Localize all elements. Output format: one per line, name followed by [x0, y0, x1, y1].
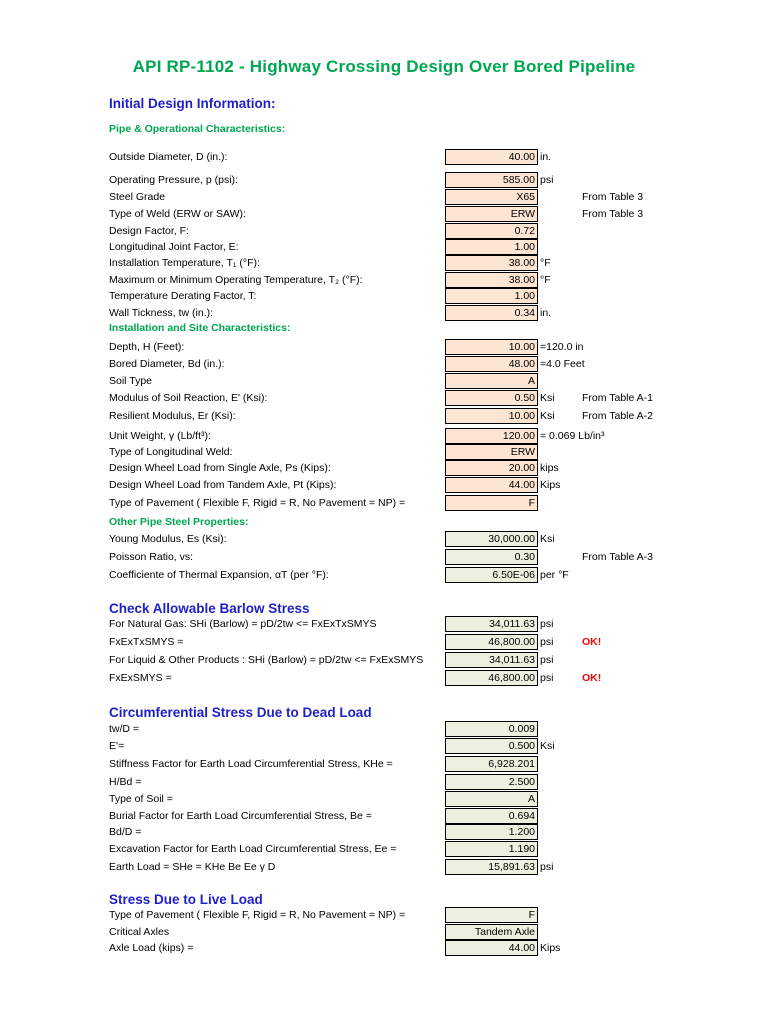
row-label: Critical Axles [109, 926, 170, 938]
row-note: From Table A-3 [582, 551, 654, 563]
result-cell: 15,891.63 [445, 859, 538, 875]
result-cell: 1.200 [445, 824, 538, 840]
row-unit: Ksi [540, 533, 555, 545]
row-unit: in. [540, 307, 552, 319]
row-note: From Table A-1 [582, 392, 654, 404]
row-unit: =120.0 in [540, 341, 584, 353]
row-label: Coefficiente of Thermal Expansion, αT (per °F): [109, 569, 329, 581]
input-cell[interactable]: A [445, 373, 538, 389]
table-row [0, 652, 768, 669]
input-cell[interactable]: 120.00 [445, 428, 538, 444]
input-cell[interactable]: X65 [445, 189, 538, 205]
row-label: Maximum or Minimum Operating Temperature, T₂ (°F): [109, 274, 363, 286]
row-label: Resilient Modulus, Er (Ksi): [109, 410, 236, 422]
input-cell[interactable]: 38.00 [445, 272, 538, 288]
page-title: API RP-1102 - Highway Crossing Design Over Bored Pipeline [132, 57, 636, 76]
result-cell: 46,800.00 [445, 634, 538, 650]
row-label: H/Bd = [109, 776, 142, 788]
row-label: Outside Diameter, D (in.): [109, 151, 228, 163]
input-cell[interactable]: ERW [445, 206, 538, 222]
input-cell[interactable]: F [445, 495, 538, 511]
row-unit: Ksi [540, 410, 555, 422]
row-label: Type of Soil = [109, 793, 173, 805]
row-label: Stiffness Factor for Earth Load Circumferential Stress, KHe = [109, 758, 393, 770]
table-row [0, 774, 768, 791]
row-label: FxExTxSMYS = [109, 636, 184, 648]
row-label: tw/D = [109, 723, 140, 735]
row-label: Longitudinal Joint Factor, E: [109, 241, 239, 253]
row-unit: °F [540, 274, 551, 286]
row-label: Bd/D = [109, 826, 142, 838]
input-cell[interactable]: 38.00 [445, 255, 538, 271]
row-label: Modulus of Soil Reaction, E' (Ksi): [109, 392, 268, 404]
row-label: Type of Longitudinal Weld: [109, 446, 233, 458]
row-note: From Table 3 [582, 191, 644, 203]
result-cell: 0.694 [445, 808, 538, 824]
table-row [0, 288, 768, 305]
row-label: Steel Grade [109, 191, 166, 203]
input-cell[interactable]: 48.00 [445, 356, 538, 372]
table-row [0, 907, 768, 924]
row-label: Type of Pavement ( Flexible F, Rigid = R, No Pavement = NP) = [109, 909, 406, 921]
table-row [0, 477, 768, 494]
row-label: Design Wheel Load from Tandem Axle, Pt (Kips): [109, 479, 337, 491]
result-cell: 46,800.00 [445, 670, 538, 686]
row-label: Design Wheel Load from Single Axle, Ps (Kips): [109, 462, 331, 474]
input-cell[interactable]: 0.72 [445, 223, 538, 239]
row-label: Installation Temperature, T₁ (°F): [109, 257, 260, 269]
table-row [0, 841, 768, 858]
result-cell: 6,928.201 [445, 756, 538, 772]
table-row [0, 924, 768, 941]
result-cell: 30,000.00 [445, 531, 538, 547]
section-live-load: Stress Due to Live Load [109, 892, 263, 907]
table-row [0, 616, 768, 633]
table-row [0, 149, 768, 166]
row-label: Temperature Derating Factor, T: [109, 290, 257, 302]
table-row [0, 721, 768, 738]
table-row [0, 531, 768, 548]
row-label: Type of Pavement ( Flexible F, Rigid = R, No Pavement = NP) = [109, 497, 406, 509]
row-label: E'= [109, 740, 125, 752]
row-unit: psi [540, 636, 554, 648]
row-unit: Ksi [540, 392, 555, 404]
input-cell[interactable]: 10.00 [445, 339, 538, 355]
row-label: Design Factor, F: [109, 225, 189, 237]
table-row [0, 567, 768, 584]
table-row [0, 808, 768, 825]
input-cell[interactable]: 0.50 [445, 390, 538, 406]
table-row [0, 756, 768, 773]
table-row [0, 189, 768, 206]
status-badge: OK! [582, 636, 602, 648]
result-cell: Tandem Axle [445, 924, 538, 940]
row-label: Axle Load (kips) = [109, 942, 194, 954]
row-label: Poisson Ratio, vs: [109, 551, 194, 563]
result-cell: 34,011.63 [445, 652, 538, 668]
table-row [0, 223, 768, 240]
input-cell[interactable]: 10.00 [445, 408, 538, 424]
row-unit: Kips [540, 479, 561, 491]
input-cell[interactable]: 585.00 [445, 172, 538, 188]
row-unit: psi [540, 672, 554, 684]
subsection-installation-site: Installation and Site Characteristics: [109, 322, 291, 334]
table-row [0, 738, 768, 755]
result-cell: 44.00 [445, 940, 538, 956]
table-row [0, 824, 768, 841]
table-row [0, 495, 768, 512]
table-row [0, 408, 768, 425]
row-unit: psi [540, 618, 554, 630]
result-cell: 34,011.63 [445, 616, 538, 632]
table-row [0, 239, 768, 256]
table-row [0, 549, 768, 566]
row-unit: psi [540, 654, 554, 666]
row-label: Soil Type [109, 375, 152, 387]
table-row [0, 940, 768, 957]
table-row [0, 255, 768, 272]
row-label: For Natural Gas: SHi (Barlow) = pD/2tw <= FxExTxSMYS [109, 618, 377, 630]
row-note: From Table A-2 [582, 410, 654, 422]
row-note: From Table 3 [582, 208, 644, 220]
row-label: Unit Weight, γ (Lb/ft³): [109, 430, 211, 442]
status-badge: OK! [582, 672, 602, 684]
table-row [0, 390, 768, 407]
row-label: Operating Pressure, p (psi): [109, 174, 238, 186]
table-row [0, 339, 768, 356]
table-row [0, 172, 768, 189]
result-cell: F [445, 907, 538, 923]
result-cell: 6.50E-06 [445, 567, 538, 583]
input-cell[interactable]: ERW [445, 444, 538, 460]
section-dead-load: Circumferential Stress Due to Dead Load [109, 705, 372, 720]
row-unit: °F [540, 257, 551, 269]
row-unit: Ksi [540, 740, 555, 752]
row-label: Burial Factor for Earth Load Circumferential Stress, Be = [109, 810, 372, 822]
input-cell[interactable]: 1.00 [445, 288, 538, 304]
row-label: Bored Diameter, Bd (in.): [109, 358, 225, 370]
row-unit: kips [540, 462, 559, 474]
row-unit: Kips [540, 942, 561, 954]
row-label: For Liquid & Other Products : SHi (Barlow) = pD/2tw <= FxExSMYS [109, 654, 424, 666]
result-cell: 0.500 [445, 738, 538, 754]
result-cell: 0.30 [445, 549, 538, 565]
row-label: Excavation Factor for Earth Load Circumferential Stress, Ee = [109, 843, 397, 855]
input-cell[interactable]: 40.00 [445, 149, 538, 165]
subsection-other-steel: Other Pipe Steel Properties: [109, 516, 249, 528]
subsection-pipe-operational: Pipe & Operational Characteristics: [109, 123, 286, 135]
table-row [0, 634, 768, 651]
table-row [0, 859, 768, 876]
table-row [0, 305, 768, 322]
row-unit: = 0.069 Lb/in³ [540, 430, 605, 442]
row-label: Earth Load = SHe = KHe Be Ee γ D [109, 861, 276, 873]
input-cell[interactable]: 0.34 [445, 305, 538, 321]
table-row [0, 206, 768, 223]
row-unit: psi [540, 861, 554, 873]
table-row [0, 428, 768, 445]
row-unit: =4.0 Feet [540, 358, 585, 370]
input-cell[interactable]: 1.00 [445, 239, 538, 255]
section-initial-design: Initial Design Information: [109, 96, 276, 111]
table-row [0, 373, 768, 390]
row-unit: psi [540, 174, 554, 186]
section-barlow-stress: Check Allowable Barlow Stress [109, 601, 310, 616]
table-row [0, 791, 768, 808]
result-cell: 0.009 [445, 721, 538, 737]
row-label: Wall Tickness, tw (in.): [109, 307, 214, 319]
result-cell: 2.500 [445, 774, 538, 790]
row-unit: in. [540, 151, 552, 163]
input-cell[interactable]: 44.00 [445, 477, 538, 493]
row-label: Type of Weld (ERW or SAW): [109, 208, 246, 220]
table-row [0, 444, 768, 461]
result-cell: 1.190 [445, 841, 538, 857]
result-cell: A [445, 791, 538, 807]
row-label: Depth, H (Feet): [109, 341, 185, 353]
table-row [0, 460, 768, 477]
table-row [0, 356, 768, 373]
input-cell[interactable]: 20.00 [445, 460, 538, 476]
table-row [0, 670, 768, 687]
table-row [0, 272, 768, 289]
row-label: FxExSMYS = [109, 672, 172, 684]
row-unit: per °F [540, 569, 569, 581]
row-label: Young Modulus, Es (Ksi): [109, 533, 227, 545]
